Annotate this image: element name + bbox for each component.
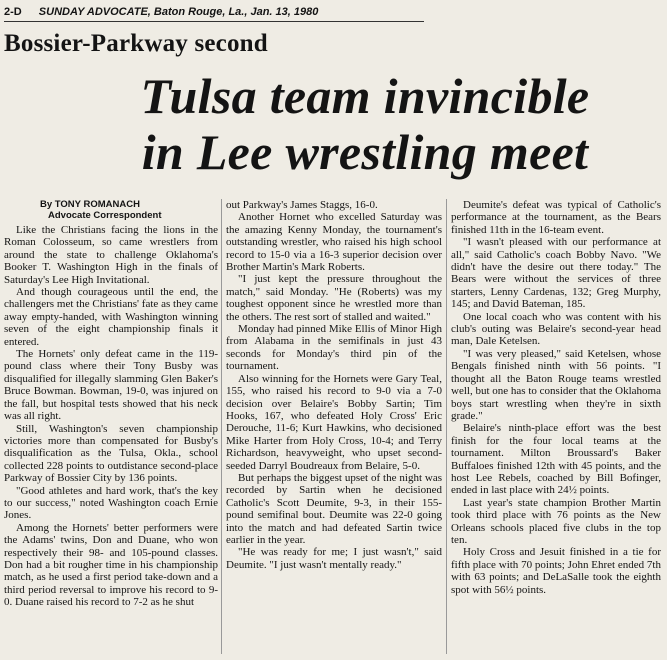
paragraph: "He was ready for me; I just wasn't," said Deumite. "I just wasn't mentally ready." (226, 546, 442, 571)
paragraph: Deumite's defeat was typical of Catholic's performance at the tournament, as the Bears finished 11th in the 16-team event. (451, 199, 661, 236)
paragraph: Last year's state champion Brother Martin took third place with 76 points as the New Orleans schools placed five clubs in the top ten. (451, 496, 661, 546)
headline-line-1: Tulsa team invincible (140, 68, 590, 124)
main-headline (70, 68, 660, 180)
paragraph: Also winning for the Hornets were Gary Teal, 155, who raised his record to 9-0 via a 7-0 decision over Belaire's Bobby Sartin; Tim Hooks, 167, who defeated Holy Cross' Eric Derouche, 11-6; Kurt Hawkins, who decisioned Mike Harter from Holy Cross, 10-4; and Terry Richardson, heavyweight, who upset second-seeded Darryl Boudreaux from Belaire, 5-0. (226, 372, 442, 472)
paragraph: But perhaps the biggest upset of the night was recorded by Sartin when he decisioned Catholic's Scott Deumite, 9-3, in their 155-pound semifinal bout. Deumite was 22-0 going into the match and had defeated Sartin twice earlier in the year. (226, 471, 442, 546)
article-column-2 (226, 199, 442, 657)
column-rule (221, 199, 222, 654)
publication-info: SUNDAY ADVOCATE, Baton Rouge, La., Jan. 13, 1980 (38, 6, 319, 18)
headline-line-2: in Lee wrestling meet (141, 124, 589, 180)
paragraph: Among the Hornets' better performers were the Adams' twins, Don and Duane, who won respectively their 98- and 105-pound classes. Don had a bit rougher time in his championship match, as he used a first period take-down and a third period reversal to improve his record to 9-0. Duane raised his record to 7-2 as he shut (4, 521, 218, 609)
paragraph: One local coach who was content with his club's outing was Belaire's second-year head man, Dale Ketelsen. (451, 310, 661, 348)
byline-author: By TONY ROMANACH (40, 199, 140, 210)
paragraph: And though courageous until the end, the challengers met the Christians' fate as they came away empty-handed, with Washington winning seven of the eight championship finals it entered. (4, 286, 218, 348)
paragraph: Holy Cross and Jesuit finished in a tie for fifth place with 70 points; John Ehret ended 7th with 63 points; and DeLaSalle took the eighth spot with 56½ points. (451, 546, 661, 596)
paragraph: Belaire's ninth-place effort was the best finish for the four local teams at the tournament. Milton Broussard's Baker Buffaloes finished 12th with 45 points, and the host Lee Rebels, coached by Bill Bofinger, ended in last place with 24½ points. (451, 422, 661, 497)
paragraph: "Good athletes and hard work, that's the key to our success," noted Washington coach Ernie Jones. (4, 484, 218, 522)
paragraph: Still, Washington's seven championship victories more than compensated for Busby's disqualification as the Tulsa, Okla., school collected 228 points to outdistance second-place Parkway of Bossier City by 136 points. (4, 422, 218, 485)
paragraph: Like the Christians facing the lions in the Roman Colosseum, so came wrestlers from around the state to challenge Oklahoma's Booker T. Washington High in the finals of Saturday's Lee High Invitational. (4, 224, 218, 286)
kicker-headline: Bossier-Parkway second (4, 30, 268, 57)
page-number: 2-D (4, 6, 22, 18)
article-column-1 (4, 199, 218, 657)
article-column-3 (451, 199, 661, 657)
paragraph: Monday had pinned Mike Ellis of Minor High from Alabama in the semifinals in just 43 seconds for Monday's third pin of the tournament. (226, 323, 442, 373)
paragraph: The Hornets' only defeat came in the 119-pound class where their Tony Busby was disqualified for illegally slamming Glen Baker's Bruce Bowman. Bowman, 19-0, was injured on the fall, but hospital tests showed that his neck was all right. (4, 348, 218, 423)
paragraph: "I just kept the pressure throughout the match," said Monday. "He (Roberts) was my toughest opponent since he wrestled more than the others. The rest sort of stalled and waited." (226, 273, 442, 323)
paragraph: Another Hornet who excelled Saturday was the amazing Kenny Monday, the tournament's outstanding wrestler, who raised his high school record to 15-0 via a 16-3 superior decision over Brother Martin's Mark Roberts. (226, 211, 442, 274)
byline (40, 199, 218, 221)
paragraph: "I wasn't pleased with our performance at all," said Catholic's coach Bobby Navo. "We didn't have the desire out there today." The Bears were without the services of three starters, Lenny Cardenas, 132; Greg Murphy, 145; and David Bateman, 185. (451, 236, 661, 311)
byline-title: Advocate Correspondent (48, 210, 162, 221)
dateline (4, 3, 424, 22)
paragraph: "I was very pleased," said Ketelsen, whose Bengals finished ninth with 56 points. "I thought all the Baton Rouge teams wrestled well, but one has to consider that the Oklahoma boys start wrestling when they're in sixth grade." (451, 347, 661, 422)
column-rule (446, 199, 447, 654)
paragraph: out Parkway's James Staggs, 16-0. (226, 199, 378, 211)
